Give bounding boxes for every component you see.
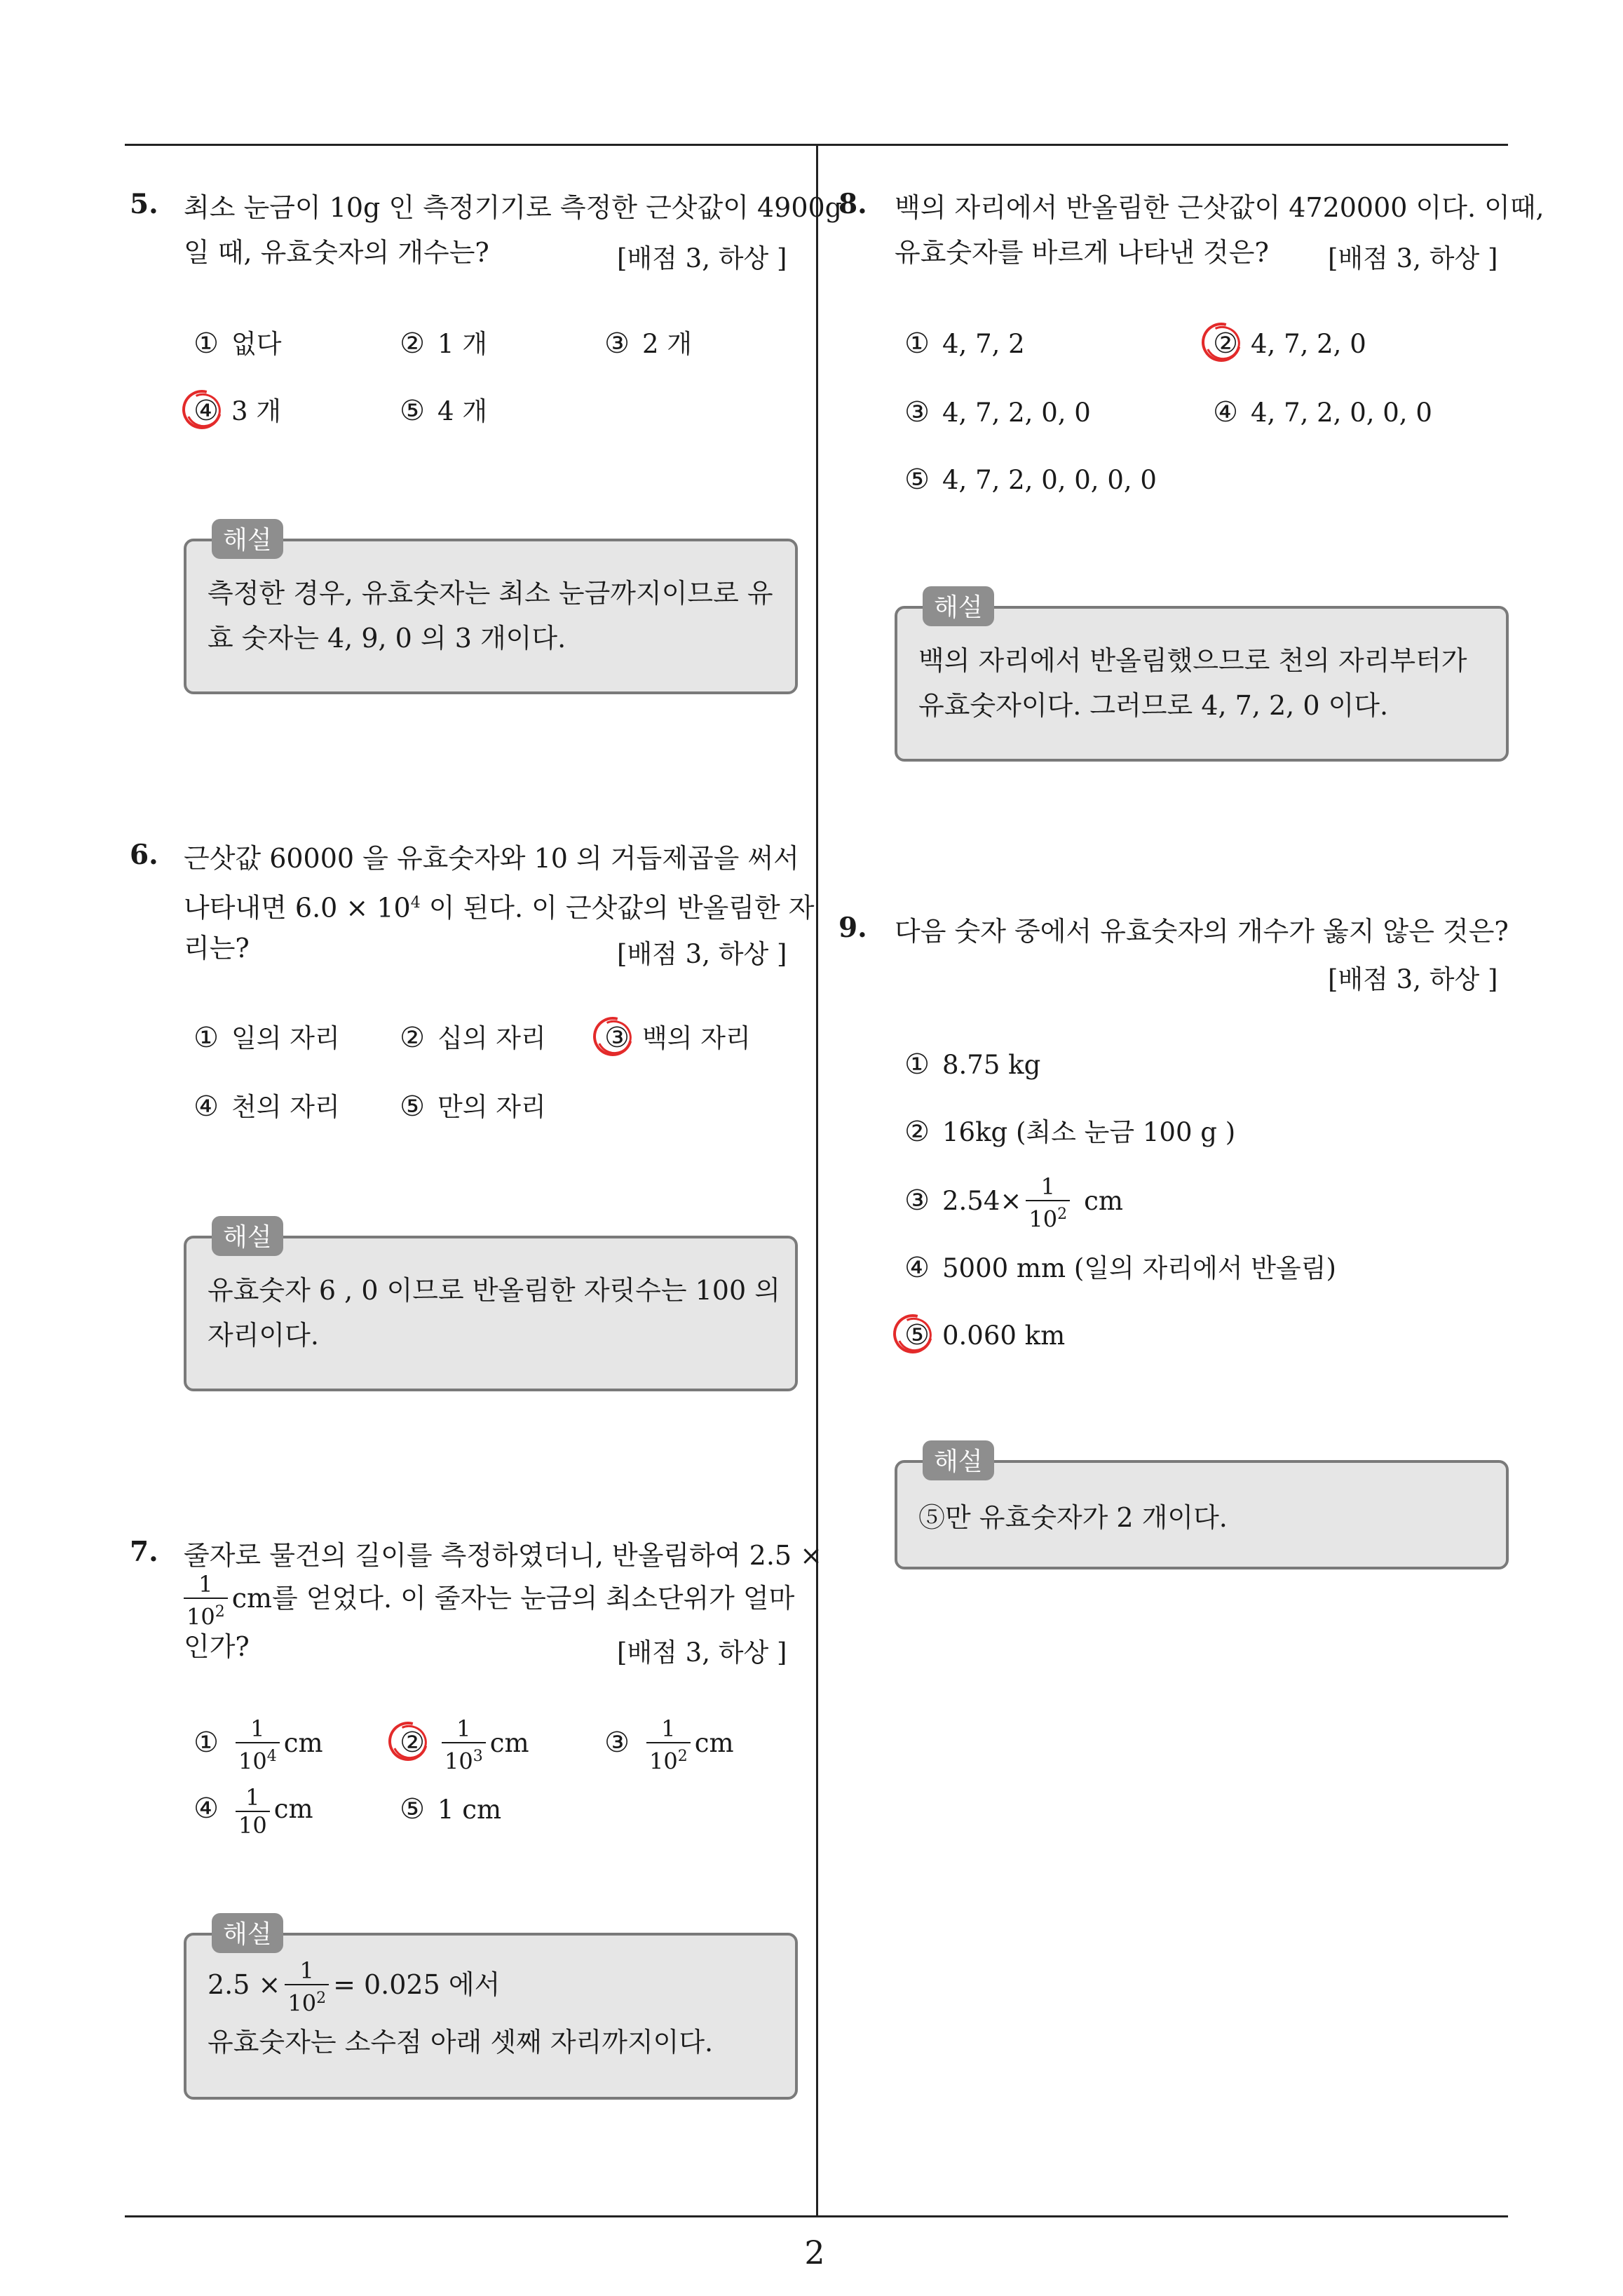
explanation-line: 측정한 경우, 유효숫자는 최소 눈금까지이므로 유 xyxy=(208,578,773,609)
question-number: 9. xyxy=(838,912,867,944)
option-1[interactable]: ① $\frac{1}{10^4}$ cm xyxy=(193,1715,323,1775)
question-text-line: 인가? xyxy=(184,1631,250,1662)
explanation-box xyxy=(895,606,1509,762)
explanation-line: ⑤만 유효숫자가 2 개이다. xyxy=(918,1502,1228,1533)
question-text-line: 일 때, 유효숫자의 개수는? xyxy=(184,237,489,268)
question-text-line: 최소 눈금이 10g 인 측정기기로 측정한 근삿값이 4900g xyxy=(184,192,843,223)
option-5[interactable]: ⑤ 1 cm xyxy=(400,1793,502,1825)
explanation-box xyxy=(184,1236,798,1391)
explanation-line: 2.5 × $\frac{1}{10^2}$ = 0.025 에서 xyxy=(208,1957,501,2017)
option-4[interactable]: ④ $\frac{1}{10}$ cm xyxy=(193,1783,313,1839)
option-1[interactable]: ① 4, 7, 2 xyxy=(904,327,1025,360)
question-number: 7. xyxy=(130,1536,158,1568)
question-text-line: 근삿값 60000 을 유효숫자와 10 의 거듭제곱을 써서 xyxy=(184,843,799,874)
option-3[interactable]: ③ 2 개 xyxy=(604,327,693,360)
question-text-line: 줄자로 물건의 길이를 측정하였더니, 반올림하여 2.5 × xyxy=(184,1540,822,1571)
explanation-tag: 해설 xyxy=(923,1440,994,1480)
score-meta: [배점 3, 하상 ] xyxy=(1328,243,1498,274)
option-2[interactable]: ② 십의 자리 xyxy=(400,1022,546,1054)
option-4-selected[interactable]: ④ 3 개 xyxy=(191,391,281,431)
fraction: $\frac{1}{10^2}$ xyxy=(285,1957,329,2017)
option-2[interactable]: ② 16kg (최소 눈금 100 g ) xyxy=(904,1116,1236,1148)
question-number: 6. xyxy=(130,839,158,871)
option-5[interactable]: ⑤ 4 개 xyxy=(400,395,488,427)
option-4[interactable]: ④ 천의 자리 xyxy=(193,1090,340,1123)
option-3[interactable]: ③ $\frac{1}{10^2}$ cm xyxy=(604,1715,734,1775)
question-text-line: 유효숫자를 바르게 나타낸 것은? xyxy=(895,237,1269,268)
explanation-box xyxy=(184,539,798,694)
question-text-line: 나타내면 $6.0 \times 10^4$ 이 된다. 이 근삿값의 반올림한 자 xyxy=(184,892,815,924)
explanation-line: 유효숫자 6 , 0 이므로 반올림한 자릿수는 100 의 xyxy=(208,1275,780,1306)
option-5[interactable]: ⑤ 4, 7, 2, 0, 0, 0, 0 xyxy=(904,464,1157,496)
option-5-selected[interactable]: ⑤ 0.060 km xyxy=(902,1316,1065,1355)
bottom-rule xyxy=(125,2215,1508,2217)
explanation-line: 백의 자리에서 반올림했으므로 천의 자리부터가 xyxy=(918,645,1467,676)
option-1[interactable]: ① 없다 xyxy=(193,327,282,360)
option-5[interactable]: ⑤ 만의 자리 xyxy=(400,1090,546,1123)
option-2[interactable]: ② 1 개 xyxy=(400,327,488,360)
page-number: 2 xyxy=(804,2234,825,2271)
option-2-selected[interactable]: ② 4, 7, 2, 0 xyxy=(1210,324,1366,363)
option-4[interactable]: ④ 5000 mm (일의 자리에서 반올림) xyxy=(904,1252,1336,1284)
score-meta: [배점 3, 하상 ] xyxy=(617,939,787,969)
fraction: $\frac{1}{10}$ xyxy=(236,1784,270,1839)
score-meta: [배점 3, 하상 ] xyxy=(1328,964,1498,994)
question-text-line: 리는? xyxy=(184,933,250,964)
explanation-line: 효 숫자는 4, 9, 0 의 3 개이다. xyxy=(208,623,566,654)
question-number: 5. xyxy=(130,188,158,220)
option-1[interactable]: ① 8.75 kg xyxy=(904,1048,1041,1081)
score-meta: [배점 3, 하상 ] xyxy=(617,1637,787,1668)
question-text-line: 백의 자리에서 반올림한 근삿값이 4720000 이다. 이때, xyxy=(895,192,1544,223)
option-3-selected[interactable]: ③ 백의 자리 xyxy=(602,1018,751,1058)
explanation-line: 자리이다. xyxy=(208,1320,319,1351)
explanation-tag: 해설 xyxy=(212,1216,283,1256)
explanation-line: 유효숫자이다. 그러므로 4, 7, 2, 0 이다. xyxy=(918,690,1389,721)
explanation-tag: 해설 xyxy=(212,1913,283,1953)
fraction: $\frac{1}{10^2}$ xyxy=(184,1571,228,1630)
score-meta: [배점 3, 하상 ] xyxy=(617,243,787,274)
fraction: $\frac{1}{10^3}$ xyxy=(442,1715,486,1775)
explanation-box xyxy=(184,1933,798,2100)
question-number: 8. xyxy=(838,188,867,220)
option-1[interactable]: ① 일의 자리 xyxy=(193,1022,340,1054)
option-3[interactable]: ③ 2.54× $\frac{1}{10^2}$ cm xyxy=(904,1173,1123,1233)
explanation-line: 유효숫자는 소수점 아래 셋째 자리까지이다. xyxy=(208,2027,714,2058)
option-2-selected[interactable]: ② $\frac{1}{10^3}$ cm xyxy=(397,1711,529,1774)
question-text-line: 다음 숫자 중에서 유효숫자의 개수가 옳지 않은 것은? xyxy=(895,916,1509,947)
question-text-line: $\frac{1}{10^2}$ cm를 얻었다. 이 줄자는 눈금의 최소단위가 얼마 xyxy=(184,1571,794,1630)
explanation-tag: 해설 xyxy=(923,586,994,626)
column-divider xyxy=(816,144,818,2216)
fraction: $\frac{1}{10^2}$ xyxy=(1026,1173,1070,1233)
fraction: $\frac{1}{10^2}$ xyxy=(646,1715,691,1775)
option-4[interactable]: ④ 4, 7, 2, 0, 0, 0 xyxy=(1213,396,1432,428)
explanation-tag: 해설 xyxy=(212,519,283,559)
fraction: $\frac{1}{10^4}$ xyxy=(236,1715,280,1775)
option-3[interactable]: ③ 4, 7, 2, 0, 0 xyxy=(904,396,1091,428)
